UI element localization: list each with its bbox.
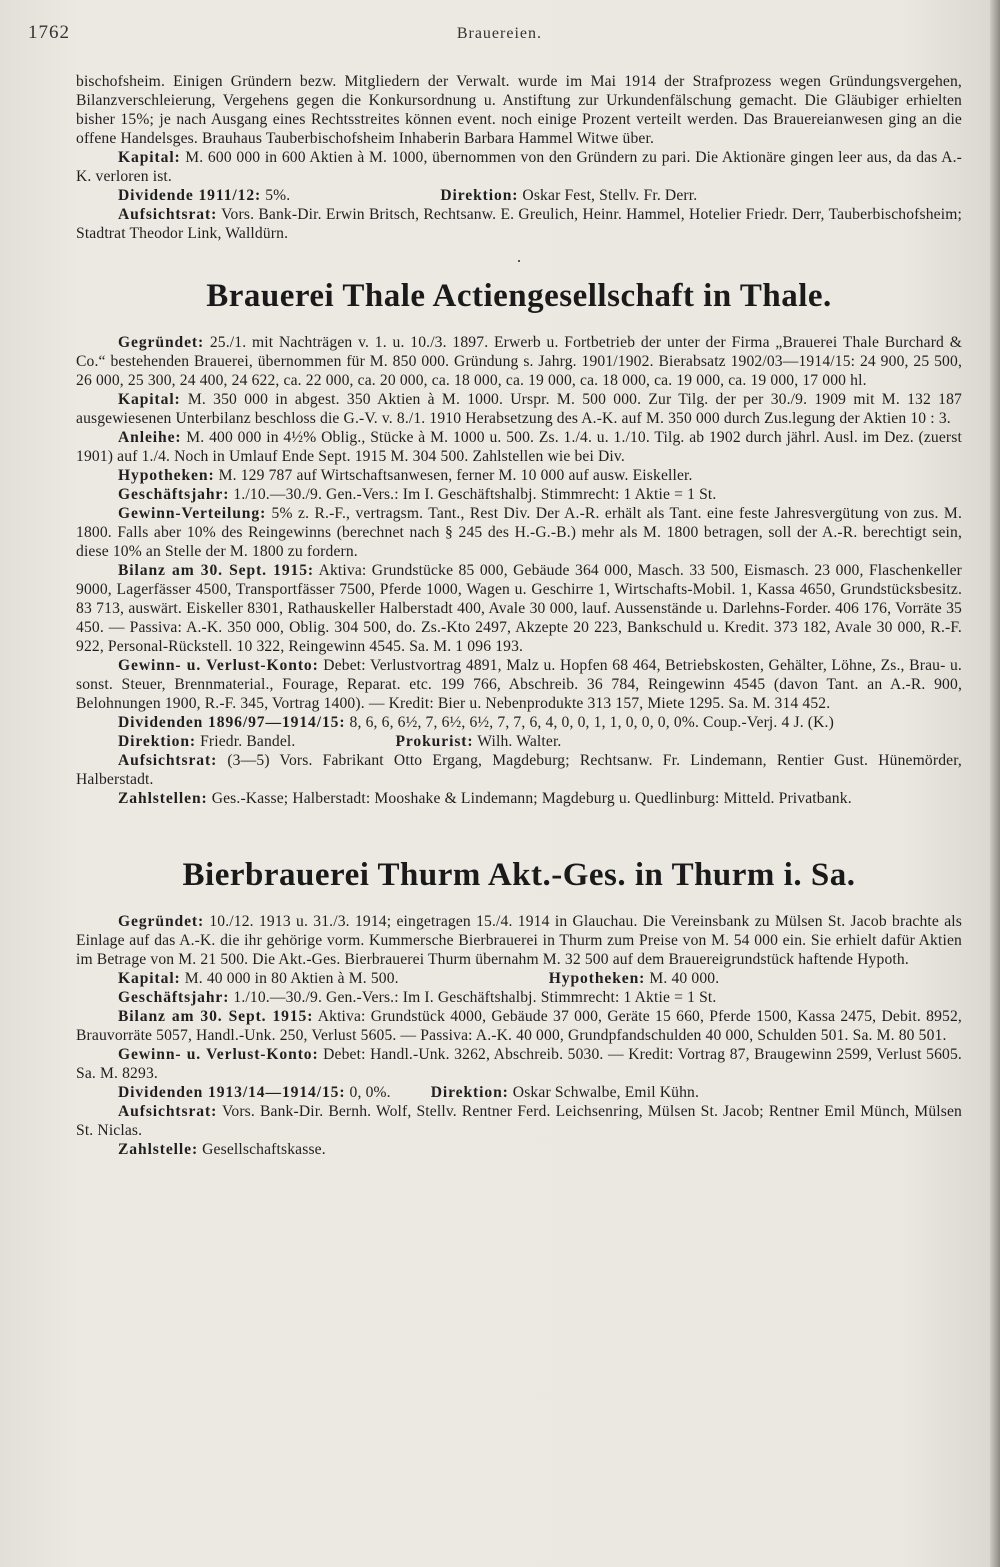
entry-kapital-hypotheken (76, 969, 962, 988)
entry-label: Gewinn-Verteilung: (118, 505, 267, 522)
entry-label: Dividenden 1896/97—1914/15: (118, 714, 346, 731)
entry-label: Hypotheken: (118, 467, 215, 484)
entry-text: 1./10.—30./9. Gen.-Vers.: Im I. Geschäftshalbj. Stimmrecht: 1 Aktie = 1 St. (233, 989, 717, 1006)
entry-label: Anleihe: (118, 429, 182, 446)
entry-label: Zahlstelle: (118, 1141, 199, 1158)
separator-dot: • (517, 257, 521, 266)
entry-text: 25./1. mit Nachträgen v. 1. u. 10./3. 1897. Erwerb u. Fortbetrieb der unter der Firma „Brauerei Thale Burchard & Co.“ bestehenden Brauerei, übernommen für M. 850 000. Gründung s. Jahrg. 1901/1902. Bierabsatz 1902/03—1914/15: 24 900, 25 500, 26 000, 25 300, 24 400, 24 622, ca. 22 000, ca. 20 000, ca. 18 000, ca. 19 000, ca. 18 000, ca. 19 000, ca. 19 000, 17 000 hl. (76, 334, 962, 389)
entry-text: M. 129 787 auf Wirtschaftsanwesen, ferner M. 10 000 auf ausw. Eiskeller. (218, 467, 693, 484)
entry-text: M. 40 000 in 80 Aktien à M. 500. (184, 970, 399, 987)
company-heading-thurm: Bierbrauerei Thurm Akt.-Ges. in Thurm i. Sa. (182, 857, 856, 893)
company-thurm-entries (76, 912, 962, 1159)
entry-dividenden (76, 713, 962, 732)
entry-text: Vors. Bank-Dir. Bernh. Wolf, Stellv. Rentner Ferd. Leichsenring, Mülsen St. Jacob; Rentner Emil Münch, Mülsen St. Niclas. (76, 1103, 962, 1139)
entry-gegruendet (76, 912, 962, 969)
intro-kapital (76, 148, 962, 186)
entry-anleihe (76, 428, 962, 466)
entry-bilanz (76, 561, 962, 656)
entry-text: 5% z. R.-F., vertragsm. Tant., Rest Div. Der A.-R. erhält als Tant. eine feste Jahresvergütung von zus. M. 1800. Falls aber 10% des Reingewinns (berechnet nach § 245 des H.-G.-B.) mehr als M. 1800 betragen, soll der A.-R. berechtigt sein, diese 10% an Stelle der M. 1800 zu fordern. (76, 505, 962, 560)
intro-aufsichtsrat-text: Vors. Bank-Dir. Erwin Britsch, Rechtsanw. E. Greulich, Heinr. Hammel, Hotelier Friedr. Derr, Tauberbischofsheim; Stadtrat Theodor Link, Walldürn. (76, 206, 962, 242)
entry-zahlstellen (76, 789, 962, 808)
entry-text: M. 350 000 in abgest. 350 Aktien à M. 1000. Urspr. M. 500 000. Zur Tilg. der per 30./9. 1909 mit M. 132 187 ausgewiesenen Unterbilanz beschloss die G.-V. v. 8./1. 1910 Herabsetzung des A.-K. auf M. 350 000 durch Zus.legung der Aktien 10 : 3. (76, 391, 962, 427)
entry-dividenden-direktion (76, 1083, 962, 1102)
entry-label: Bilanz am 30. Sept. 1915: (118, 562, 315, 579)
entry-text: Ges.-Kasse; Halberstadt: Mooshake & Lindemann; Magdeburg u. Quedlinburg: Mitteld. Privatbank. (211, 790, 852, 807)
entry-label: Kapital: (118, 970, 181, 987)
entry-label: Aufsichtsrat: (118, 752, 218, 769)
entry-label: Zahlstellen: (118, 790, 208, 807)
entry-label: Gewinn- u. Verlust-Konto: (118, 1046, 319, 1063)
entry-kapital (76, 390, 962, 428)
entry-text: Friedr. Bandel. (200, 733, 296, 750)
entry-text: (3—5) Vors. Fabrikant Otto Ergang, Magdeburg; Rechtsanw. Fr. Lindemann, Rentier Gust. Hünemörder, Halberstadt. (76, 752, 962, 788)
label-kapital: Kapital: (118, 149, 181, 166)
company-heading-thale: Brauerei Thale Actiengesellschaft in Thale. (206, 278, 832, 314)
entry-label: Geschäftsjahr: (118, 989, 230, 1006)
intro-dividende-direktion (76, 186, 962, 205)
entry-aufsichtsrat (76, 751, 962, 789)
running-title: Brauereien. (456, 25, 542, 42)
entry-label: Bilanz am 30. Sept. 1915: (118, 1008, 314, 1025)
entry-text: Debet: Verlustvortrag 4891, Malz u. Hopfen 68 464, Betriebskosten, Gehälter, Löhne, Zs., Brau- u. sonst. Steuer, Brennmaterial., Fourage, Reparat. etc. 199 766, Abschreib. 36 784, Reingewinn 4545 (davon Tant. an A.-R. 900, Belohnungen 1900, R.-F. 345, Vortrag 1400). — Kredit: Bier u. Nebenprodukte 313 157, Miete 1295. Sa. M. 314 452. (76, 657, 962, 712)
page-header (28, 22, 822, 44)
entry-text: 0, 0%. (349, 1084, 391, 1101)
entry-label: Gegründet: (118, 334, 205, 351)
intro-section (76, 72, 962, 243)
entry-label: Dividenden 1913/14—1914/15: (118, 1084, 346, 1101)
intro-dividende-text: 5%. (265, 187, 291, 204)
entry-label: Gegründet: (118, 913, 205, 930)
intro-kapital-text: M. 600 000 in 600 Aktien à M. 1000, übernommen von den Gründern zu pari. Die Aktionäre gingen leer aus, da das A.-K. verloren ist. (76, 149, 962, 185)
entry-label: Direktion: (430, 1084, 509, 1101)
entry-label: Aufsichtsrat: (118, 1103, 218, 1120)
entry-text: Aktiva: Grundstück 4000, Gebäude 37 000, Geräte 15 660, Pferde 1500, Kassa 2475, Debit. 8952, Brauvorräte 5057, Handl.-Unk. 250, Verlust 5605. — Passiva: A.-K. 40 000, Grundpfandschulden 40 000, Schulden 501. Sa. M. 80 501. (76, 1008, 962, 1044)
entry-text: M. 400 000 in 4½% Oblig., Stücke à M. 1000 u. 500. Zs. 1./4. u. 1./10. Tilg. ab 1902 durch jährl. Ausl. im Dez. (zuerst 1901) auf 1./4. Noch in Umlauf Ende Sept. 1915 M. 304 500. Zahlstellen wie bei Div. (76, 429, 962, 465)
entry-text: Gesellschaftskasse. (202, 1141, 326, 1158)
entry-text: Wilh. Walter. (477, 733, 562, 750)
entry-gewinn-verlust (76, 656, 962, 713)
page-number: 1762 (28, 22, 70, 43)
entry-geschaeftsjahr (76, 988, 962, 1007)
entry-text: 1./10.—30./9. Gen.-Vers.: Im I. Geschäftshalbj. Stimmrecht: 1 Aktie = 1 St. (233, 486, 717, 503)
entry-text: 8, 6, 6, 6½, 7, 6½, 6½, 7, 7, 6, 4, 0, 0, 1, 1, 0, 0, 0, 0%. Coup.-Verj. 4 J. (K.) (349, 714, 834, 731)
entry-text: M. 40 000. (649, 970, 720, 987)
label-dividende: Dividende 1911/12: (118, 187, 262, 204)
entry-label: Direktion: (118, 733, 197, 750)
entry-gewinn-verteilung (76, 504, 962, 561)
entry-zahlstelle (76, 1140, 962, 1159)
entry-label: Hypotheken: (548, 970, 646, 987)
entry-direktion (76, 732, 962, 751)
page-edge (990, 0, 1000, 1567)
entry-text: Oskar Schwalbe, Emil Kühn. (512, 1084, 700, 1101)
entry-text: Debet: Handl.-Unk. 3262, Abschreib. 5030. — Kredit: Vortrag 87, Braugewinn 2599, Verlust 5605. Sa. M. 8293. (76, 1046, 962, 1082)
entry-hypotheken (76, 466, 962, 485)
label-direktion: Direktion: (440, 187, 519, 204)
entry-bilanz (76, 1007, 962, 1045)
company-thale-entries (76, 333, 962, 808)
entry-aufsichtsrat (76, 1102, 962, 1140)
entry-label: Gewinn- u. Verlust-Konto: (118, 657, 319, 674)
label-aufsichtsrat: Aufsichtsrat: (118, 206, 218, 223)
entry-geschaeftsjahr (76, 485, 962, 504)
intro-paragraph: bischofsheim. Einigen Gründern bezw. Mitgliedern der Verwalt. wurde im Mai 1914 der Strafprozess wegen Gründungsvergehen, Bilanzverschleierung, Vergehens gegen die Konkursordnung u. Anstiftung zur Urkundenfälschung gemacht. Die Gläubiger erhielten bisher 15%; je nach Ausgang eines Rechtsstreites können event. noch einige Prozent verteilt werden. Das Brauereianwesen ging an die offene Handelsges. Brauhaus Tauberbischofsheim Inhaberin Barbara Hammel Witwe über. (76, 73, 962, 147)
entry-gegruendet (76, 333, 962, 390)
intro-aufsichtsrat (76, 205, 962, 243)
entry-label: Prokurist: (395, 733, 474, 750)
entry-label: Kapital: (118, 391, 181, 408)
entry-label: Geschäftsjahr: (118, 486, 230, 503)
entry-text: Aktiva: Grundstücke 85 000, Gebäude 364 000, Masch. 33 500, Eismasch. 23 000, Flaschenkeller 9000, Lagerfässer 4500, Transportfässer 7500, Pferde 1000, Wagen u. Geschirre 1, Wirtschafts-Mobil. 1, Kassa 4650, Grundstücksbesitz. 83 713, auswärt. Eiskeller 8301, Rathauskeller Halberstadt 400, Avale 30 000, lauf. Aussenstände u. Darlehns-Forder. 406 176, Vorräte 35 450. — Passiva: A.-K. 350 000, Oblig. 304 500, do. Zs.-Kto 2497, Akzepte 20 223, Bankschuld u. Kredit. 373 182, Avale 30 000, R.-F. 922, Personal-Rückstell. 10 322, Reingewinn 4545. Sa. M. 1 096 193. (76, 562, 962, 655)
entry-gewinn-verlust (76, 1045, 962, 1083)
entry-text: 10./12. 1913 u. 31./3. 1914; eingetragen 15./4. 1914 in Glauchau. Die Vereinsbank zu Mülsen St. Jacob brachte als Einlage auf das A.-K. die ihr gehörige vorm. Kummersche Bierbrauerei in Thurm zum Preise von M. 54 000 ein. Sie erhielt dafür Aktien im Betrage von M. 21 500. Die Akt.-Ges. Bierbrauerei Thurm übernahm M. 32 500 auf dem Brauereigrundstück haftende Hypoth. (76, 913, 962, 968)
intro-direktion-text: Oskar Fest, Stellv. Fr. Derr. (522, 187, 698, 204)
